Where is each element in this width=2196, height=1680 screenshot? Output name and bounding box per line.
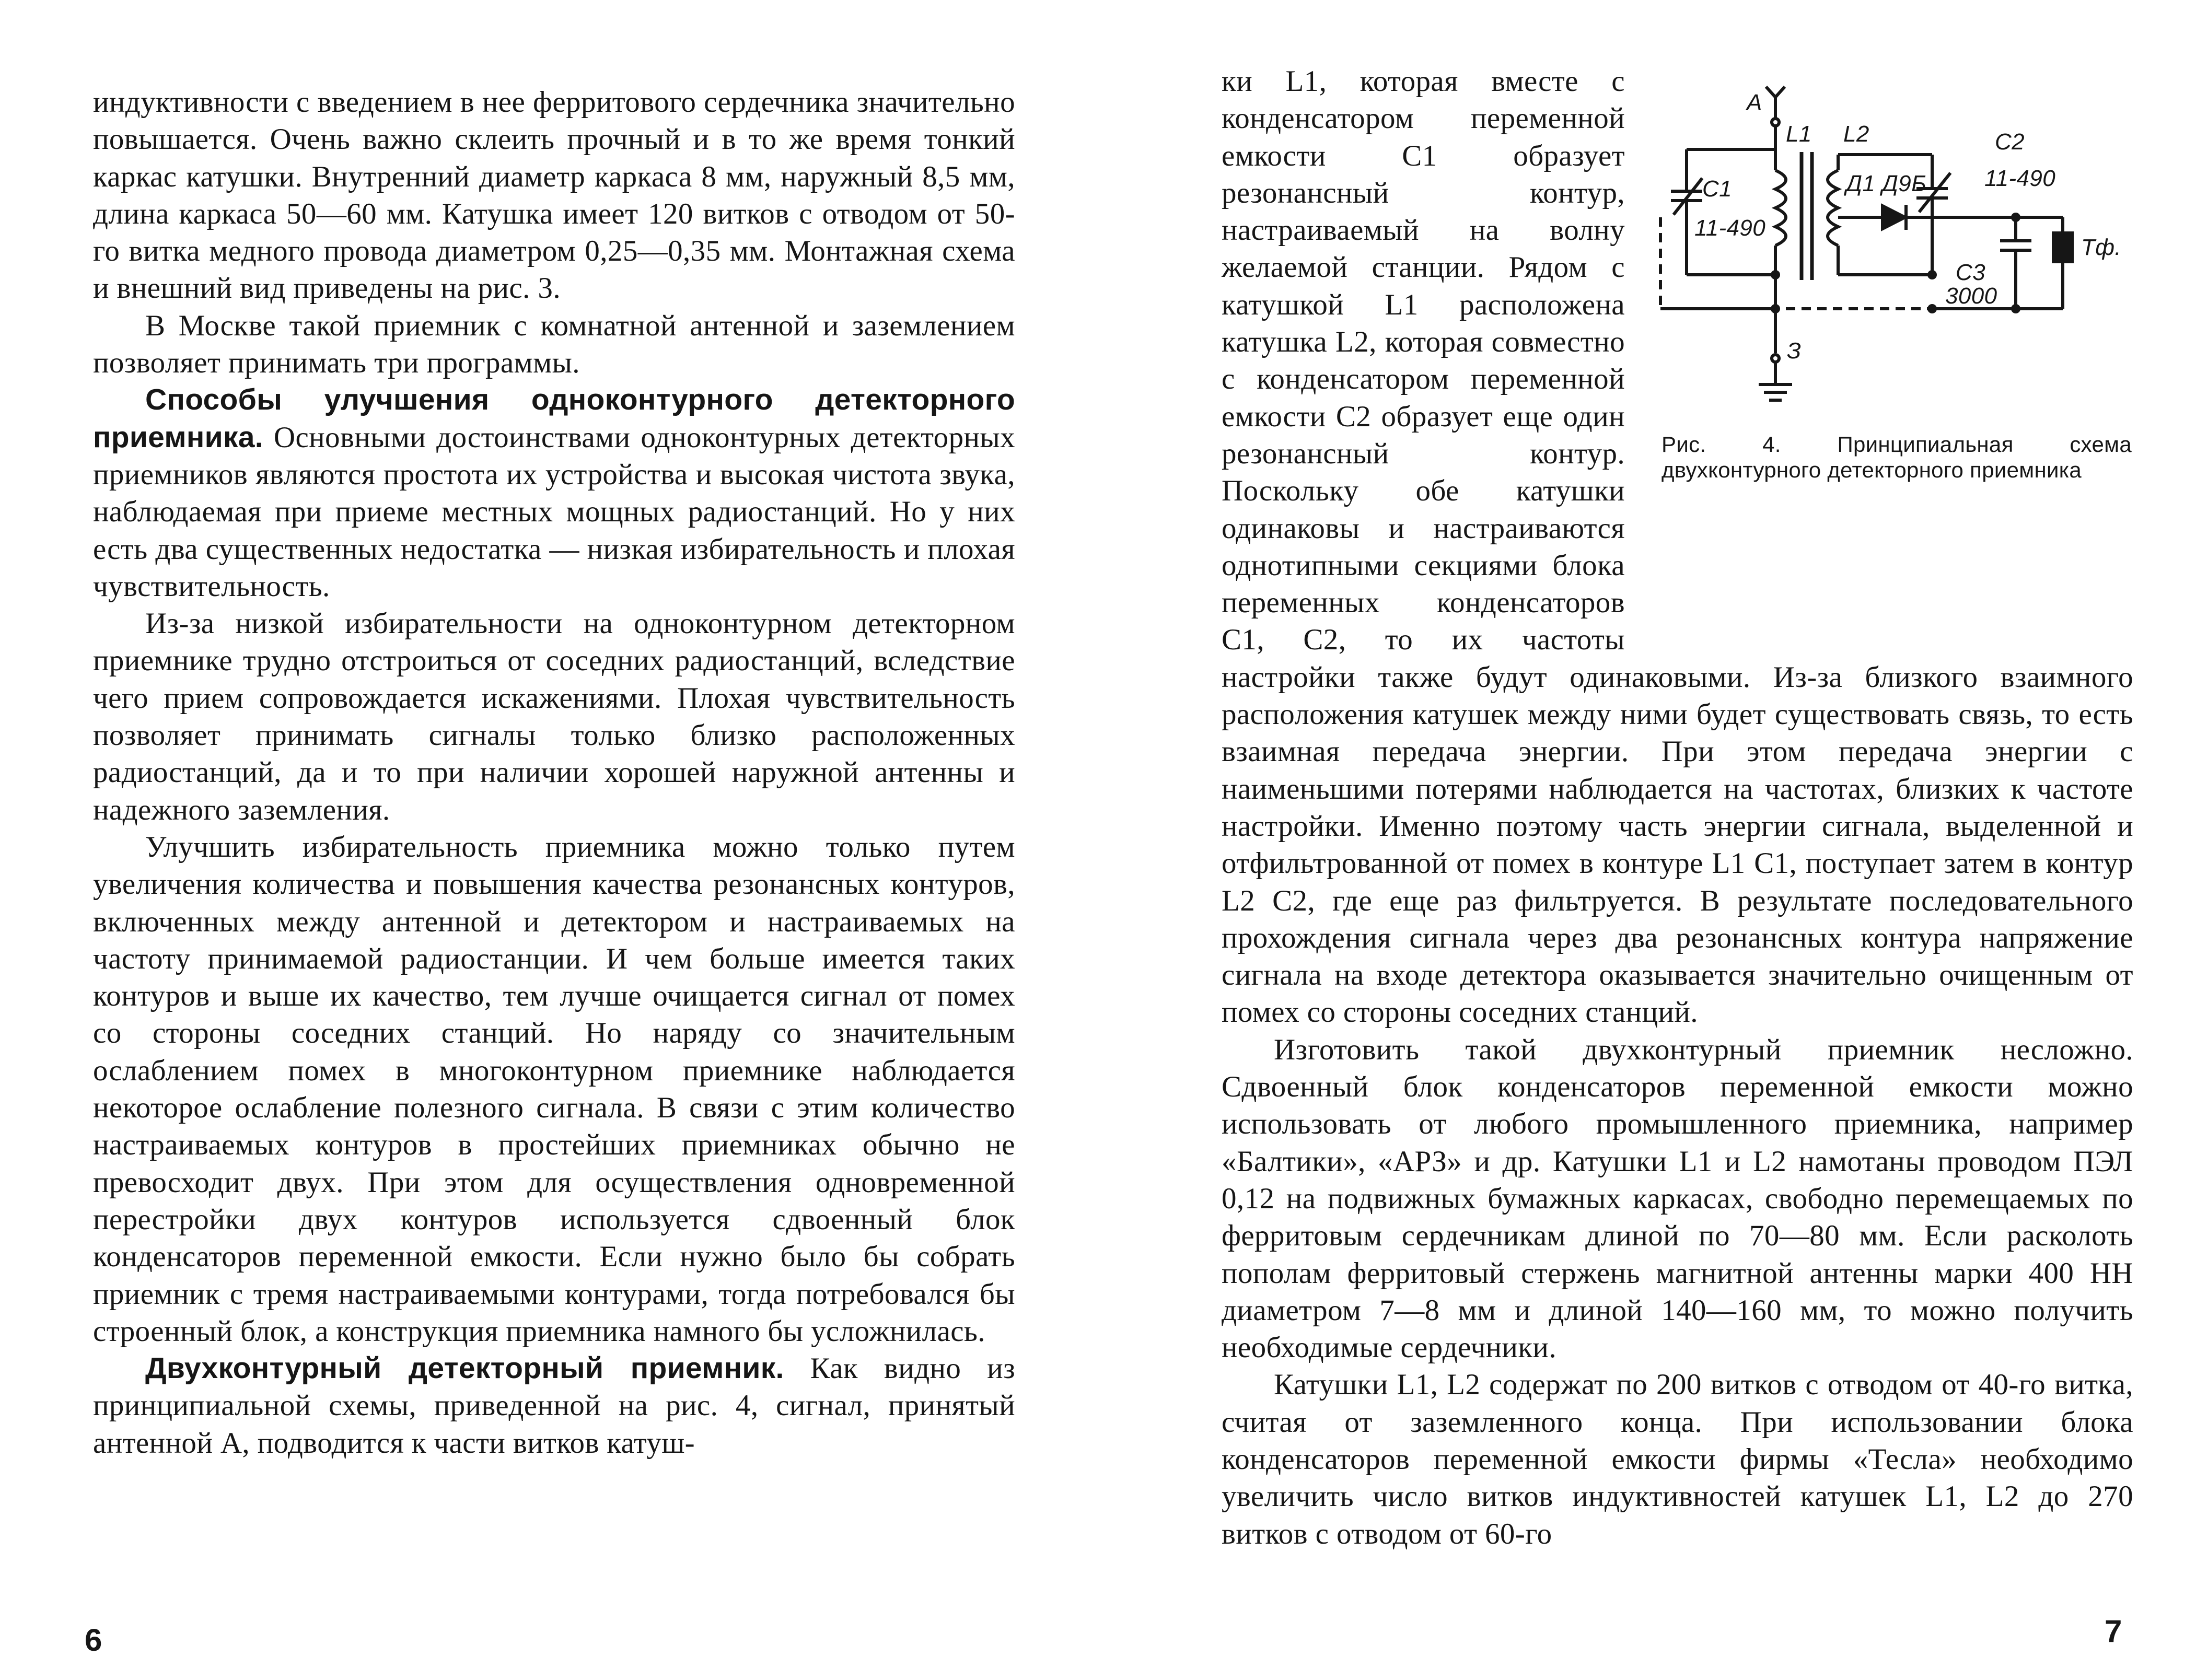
paragraph: Изготовить такой двухконтурный приемник несложно. Сдвоенный блок конденсаторов переменной емкости можно использовать от любого промышленного приемника, например «Балтики», «АРЗ» и др. Катушки L1 и L2 намотаны проводом ПЭЛ 0,12 на подвижных бумажных каркасах, свободно перемещаемых по ферритовым сердечникам длиной по 70—80 мм. Если расколоть пополам ферритовый стержень магнитной антенны марки 400 НН диаметром 7—8 мм и длиной 140—160 мм, то можно получить необходимые сердечники. <box>1222 1033 2133 1364</box>
paragraph: Из-за низкой избирательности на одноконтурном детекторном приемнике трудно отстроиться от соседних радиостанций, вследствие чего прием сопровождается искажениями. Плохая чувствительность позволяет принимать сигналы только близко расположенных радиостанций, да и то при наличии хорошей наружной антенны и надежного заземления. <box>93 607 1015 826</box>
figure-4 <box>1650 66 2133 648</box>
circuit-schematic <box>1650 66 2133 431</box>
label-c1: C1 <box>1702 176 1733 202</box>
label-phones: Тф. <box>2081 235 2122 260</box>
diode-d1-icon <box>1883 206 1905 229</box>
section-heading: Двухконтурный детекторный приемник. <box>145 1351 784 1385</box>
page-number-left: 6 <box>85 1623 102 1658</box>
label-l2: L2 <box>1843 121 1869 147</box>
paragraph: Улучшить избирательность приемника можно только путем увеличения количества и повышения качества резонансных контуров, включенных между антенной и детектором и настраиваемых на частоту принимаемой радиостанции. И чем больше имеется таких контуров и выше их качество, тем лучше очищается сигнал от помех со стороны соседних станций. Но наряду со значительным ослаблением помех в многоконтурном приемнике наблюдается некоторое ослабление полезного сигнала. В связи с этим количество настраиваемых контуров в простейших приемниках обычно не превосходит двух. При этом для осуществления одновременной перестройки двух контуров используется сдвоенный блок конденсаторов переменной емкости. Если нужно было бы собрать приемник с тремя настраиваемыми контурами, тогда потребовался бы строенный блок, а конструкция приемника намного бы усложнилась. <box>93 830 1015 1348</box>
ground-terminal <box>1772 355 1779 362</box>
left-page-text <box>93 84 1015 1462</box>
section-text: Как видно из принципиальной схемы, приведенной на рис. 4, сигнал, принятый антенной А, подводится к части витков катуш- <box>93 1352 1015 1460</box>
page-number-right: 7 <box>2105 1614 2122 1649</box>
figure-caption: Рис. 4. Принципиальная схема двухконтурного детекторного приемника <box>1661 432 2132 482</box>
section-heading: Способы улучшения одноконтурного детекторного приемника. <box>93 383 1015 454</box>
antenna-terminal <box>1772 119 1779 126</box>
section-paragraph <box>93 1350 1015 1462</box>
label-c3: C3 <box>1956 260 1986 285</box>
paragraph: ки L1, которая вместе с конденсатором переменной емкости C1 образует резонансный контур, настраиваемый на волну желаемой станции. Рядом с катушкой L1 расположена катушка L2, которая совместно с конденсатором переменной емкости C2 образует еще один резонансный контур. Поскольку обе катушки одинаковы и настраиваются однотипными секциями блока переменных конденсаторов C1, C2, то их частоты настройки также будут одинаковыми. Из-за близкого взаимного расположения катушек между ними будет существовать связь, то есть взаимная передача энергии. При этом передача энергии с наименьшими потерями наблюдается на частотах, близких к частоте настройки. Именно поэтому часть энергии сигнала, выделенной и отфильтрованной от помех в контуре L1 C1, поступает затем в контур L2 C2, где еще раз фильтруется. В результате последовательного прохождения сигнала через два резонансных контура напряжение сигнала на входе детектора оказывается значительно очищенным от помех со стороны соседних станций. <box>1222 65 2133 1029</box>
headphones-icon <box>2053 233 2072 262</box>
paragraph: индуктивности с введением в нее ферритового сердечника значительно повышается. Очень важно склеить прочный и в то же время тонкий каркас катушки. Внутренний диаметр каркаса 8 мм, наружный 8,5 мм, длина каркаса 50—60 мм. Катушка имеет 120 витков с отводом от 50-го витка медного провода диаметром 0,25—0,35 мм. Монтажная схема и внешний вид приведены на рис. 3. <box>93 86 1015 305</box>
paragraph: Катушки L1, L2 содержат по 200 витков с отводом от 40-го витка, считая от заземленного конца. При использовании блока конденсаторов переменной емкости фирмы «Тесла» необходимо увеличить число витков индуктивностей катушек L1, L2 до 270 витков с отводом от 60-го <box>1222 1368 2133 1550</box>
label-c1-value: 11-490 <box>1694 215 1766 241</box>
coil-l1 <box>1775 170 1786 246</box>
label-antenna: A <box>1747 90 1762 115</box>
right-page-text <box>1222 63 2133 1553</box>
label-c2-value: 11-490 <box>1984 166 2056 191</box>
label-diode: Д1 Д9Б <box>1846 171 1927 196</box>
paragraph: В Москве такой приемник с комнатной антенной и заземлением позволяет принимать три программы. <box>93 309 1015 380</box>
label-l1: L1 <box>1786 121 1812 147</box>
section-paragraph <box>93 381 1015 605</box>
label-c2: C2 <box>1995 129 2025 155</box>
label-c3-value: 3000 <box>1945 283 1997 309</box>
antenna-icon <box>1766 87 1785 97</box>
label-ground: З <box>1787 338 1802 364</box>
section-text: Основными достоинствами одноконтурных детекторных приемников являются простота их устройства и высокая чистота звука, наблюдаемая при приеме местных мощных радиостанций. Но у них есть два существенных недостатка — низкая избирательность и плохая чувствительность. <box>93 421 1015 603</box>
coil-l2 <box>1828 170 1838 246</box>
